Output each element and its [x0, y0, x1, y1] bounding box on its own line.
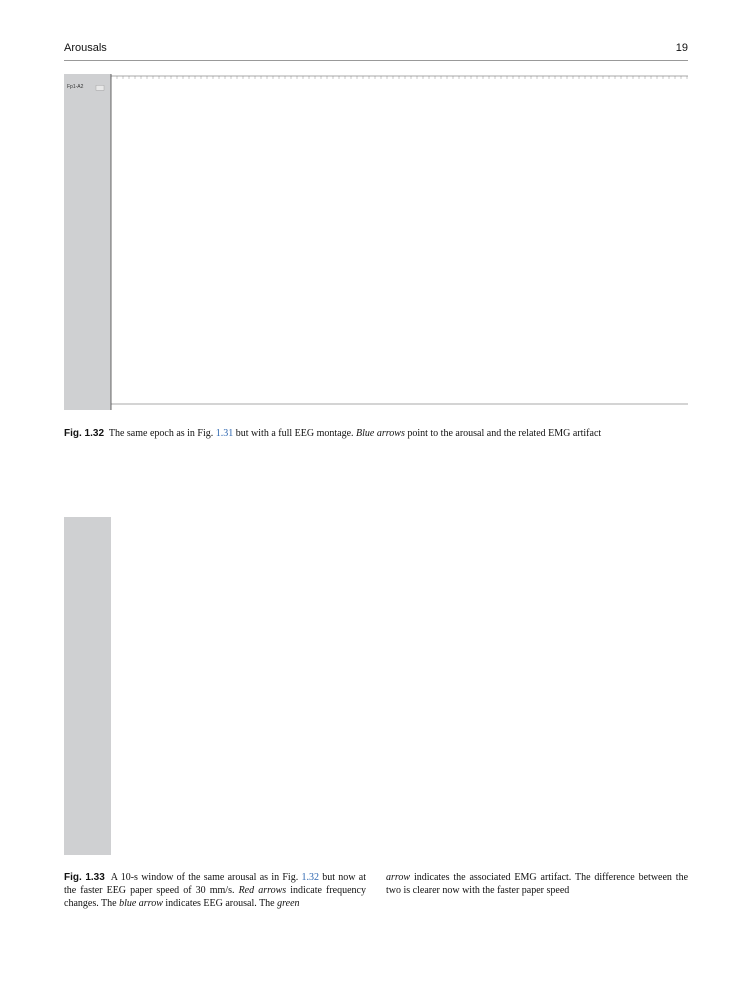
caption-text: The same epoch as in Fig.: [108, 428, 214, 439]
caption-fig-1-33-right: [386, 871, 688, 897]
caption-emphasis: green: [277, 898, 300, 909]
header-rule: [64, 60, 688, 61]
caption-text: but with a full EEG montage.: [235, 428, 354, 439]
caption-text: indicate frequency changes. The: [64, 885, 366, 909]
caption-fig-1-33-left: [64, 871, 366, 910]
caption-text: indicates EEG arousal. The: [165, 898, 275, 909]
eeg-trace-canvas: [64, 74, 688, 410]
figure-ref-link[interactable]: 1.32: [301, 872, 319, 883]
caption-emphasis: Red arrows: [238, 885, 287, 896]
eeg-trace-canvas: [64, 517, 688, 855]
figure-ref-link[interactable]: 1.31: [215, 428, 234, 439]
caption-text: indicates the associated EMG artifact. The difference between the two is clearer now with the faster paper speed: [386, 872, 689, 896]
page-number: 19: [675, 42, 688, 54]
caption-emphasis: Blue arrows: [356, 428, 405, 439]
channel-label: Fp1-A2: [67, 84, 84, 91]
caption-label: Fig. 1.32: [64, 428, 105, 439]
figure-1-33-eeg: [64, 517, 688, 855]
caption-text: but now at the faster EEG paper speed of 30 mm/s.: [64, 872, 367, 896]
caption-text: point to the arousal and the related EMG artifact: [407, 428, 602, 439]
caption-fig-1-32: [64, 427, 688, 440]
gain-box: [96, 85, 104, 90]
caption-label: Fig. 1.33: [64, 872, 105, 883]
figure-1-32-eeg: [64, 74, 688, 410]
running-header: [64, 42, 688, 58]
caption-emphasis: blue arrow: [119, 898, 163, 909]
section-title: Arousals: [64, 42, 107, 54]
caption-text: A 10-s window of the same arousal as in Fig.: [110, 872, 299, 883]
caption-emphasis: arrow: [386, 872, 411, 883]
